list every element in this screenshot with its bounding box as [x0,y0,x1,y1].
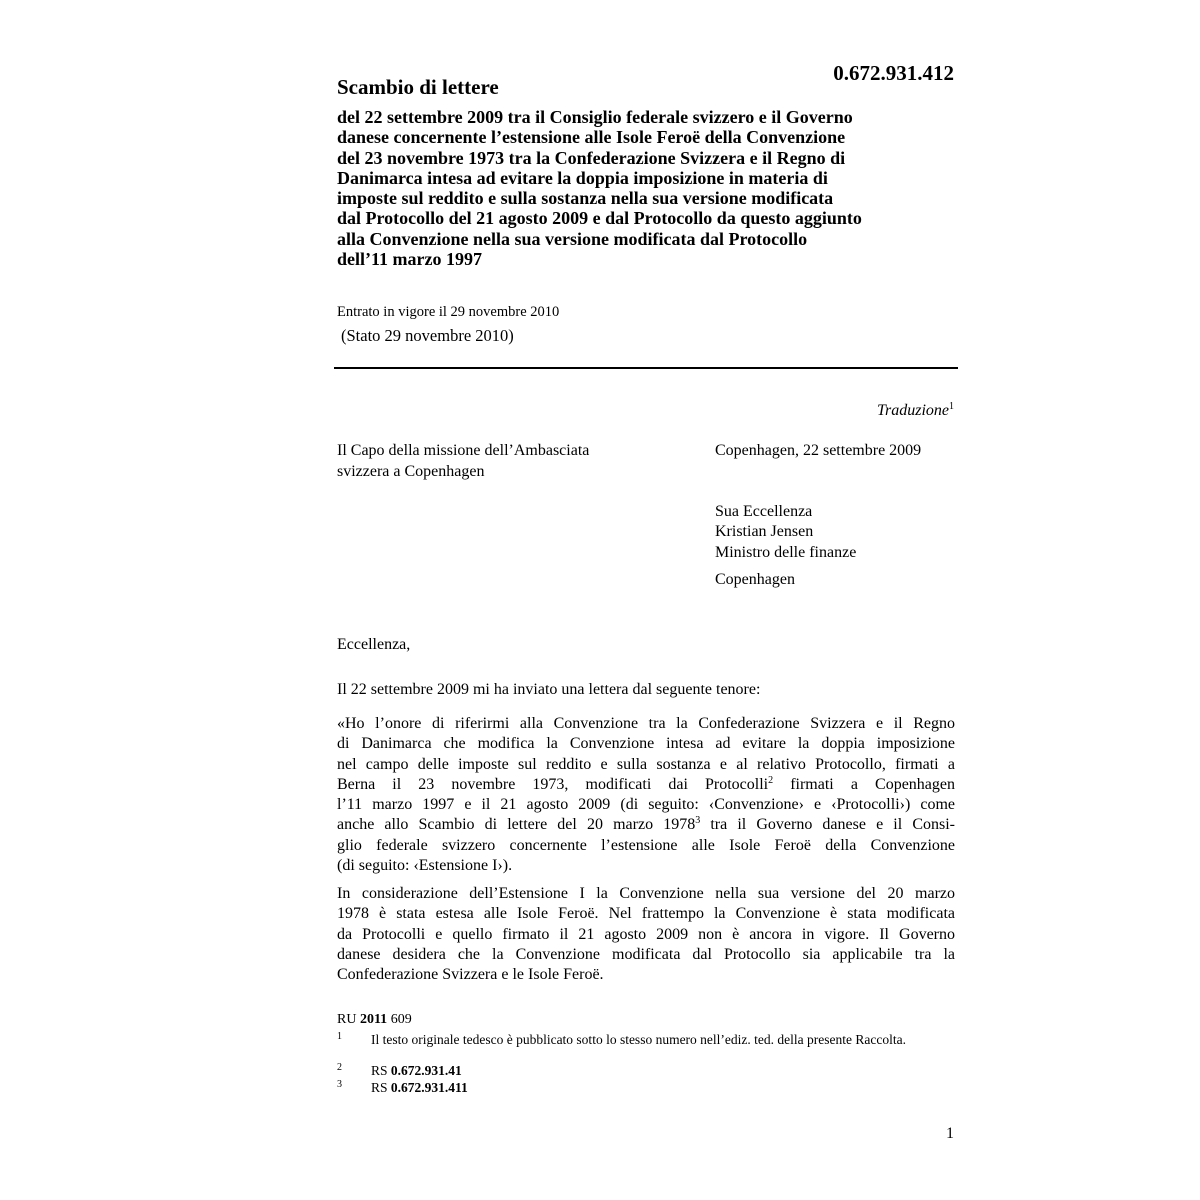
paragraph-2 [337,884,955,985]
header-divider [334,367,958,369]
letter-recipient [715,502,856,563]
subtitle-line: dal Protocollo del 21 agosto 2009 e dal Protocollo da questo aggiunto [337,208,862,229]
translation-text: Traduzione [876,402,949,419]
translation-label [700,397,954,421]
recipient-city: Copenhagen [715,571,795,588]
paragraph-line: Confederazione Svizzera e le Isole Feroë. [337,966,604,984]
footnote-number: 1 [337,1031,342,1042]
paragraph-line [337,815,955,835]
paragraph-line: In considerazione dell’Estensione I la Convenzione nella sua versione del 20 marzo [337,885,955,902]
recipient-line: Sua Eccellenza [715,503,813,520]
footnote-text: Il testo originale tedesco è pubblicato sotto lo stesso numero nell’ediz. ted. della presente Raccolta. [371,1032,906,1047]
page-number: 1 [946,1125,954,1142]
paragraph-line: di Danimarca che modifica la Convenzione intesa ad evitare la doppia imposizione [337,735,955,753]
subtitle-line: Danimarca intesa ad evitare la doppia imposizione in materia di [337,167,828,188]
sr-number: 0.672.931.412 [833,61,954,85]
paragraph-line: glio federale svizzero concernente l’estensione alle Isole Feroë della Convenzione [337,836,955,854]
line-text: tra il Governo danese e il Consi- [700,816,955,834]
subtitle-line: dell’11 marzo 1997 [337,249,482,270]
footnote-ref-1[interactable]: 1 [949,401,954,412]
line-text: firmati a Copenhagen [773,775,955,793]
ru-reference [337,1011,412,1029]
paragraph-line: (di seguito: ‹Estensione I›). [337,857,513,875]
state-date: (Stato 29 novembre 2010) [341,326,514,345]
footnote-prefix: RS [371,1063,391,1078]
subtitle-line: del 22 settembre 2009 tra il Consiglio federale svizzero e il Governo [337,107,853,127]
document-subtitle [337,107,957,269]
footnote-ref-3[interactable]: 3 [695,815,701,827]
ru-prefix: RU [337,1012,360,1027]
subtitle-line: imposte sul reddito e sulla sostanza nella sua versione modificata [337,188,834,209]
sender-line: Il Capo della missione dell’Ambasciata [337,442,590,459]
subtitle-line: alla Convenzione nella sua versione modificata dal Protocollo [337,228,808,249]
footnote-text [371,1063,961,1078]
subtitle-line: danese concernente l’estensione alle Isole Feroë della Convenzione [337,127,846,148]
paragraph-line: nel campo delle imposte sul reddito e sulla sostanza e al relativo Protocollo, firmati a [337,755,955,773]
paragraph-line: da Protocolli e quello firmato il 21 agosto 2009 non è ancora in vigore. Il Governo [337,925,955,943]
sender-line: svizzera a Copenhagen [337,462,485,480]
footnote-link[interactable]: 0.672.931.411 [390,1080,468,1095]
paragraph-line: danese desidera che la Convenzione modificata dal Protocollo sia applicabile tra la [337,945,955,963]
footnote-ref-2[interactable]: 2 [768,774,774,786]
ru-year: 2011 [359,1012,388,1027]
ru-page: 609 [387,1012,412,1027]
letter-intro: Il 22 settembre 2009 mi ha inviato una lettera dal seguente tenore: [337,681,761,698]
footnote-1 [337,1032,957,1064]
document-title: Scambio di lettere [337,75,499,99]
letter-sender [337,441,667,482]
entry-into-force: Entrato in vigore il 29 novembre 2010 [337,304,560,320]
letter-salutation: Eccellenza, [337,636,411,653]
footnote-link[interactable]: 0.672.931.41 [390,1063,462,1078]
footnote-prefix: RS [371,1080,391,1095]
line-text: Berna il 23 novembre 1973, modificati dai Protocolli [337,775,769,793]
paragraph-line: «Ho l’onore di riferirmi alla Convenzione tra la Confederazione Svizzera e il Regno [337,715,955,732]
footnote-3 [337,1080,957,1096]
subtitle-line: del 23 novembre 1973 tra la Confederazione Svizzera e il Regno di [337,147,846,168]
paragraph-line: l’11 marzo 1997 e il 21 agosto 2009 (di seguito: ‹Convenzione› e ‹Protocolli›) come [337,796,955,814]
footnote-text [371,1080,961,1095]
line-text: anche allo Scambio di lettere del 20 marzo 1978 [337,816,696,834]
letter-place-date: Copenhagen, 22 settembre 2009 [715,442,922,459]
footnote-number: 3 [337,1079,342,1090]
paragraph-line: 1978 è stata estesa alle Isole Feroë. Nel frattempo la Convenzione è stata modificata [337,905,955,923]
paragraph-1 [337,714,955,876]
paragraph-line [337,775,955,795]
recipient-line: Ministro delle finanze [715,543,857,561]
recipient-line: Kristian Jensen [715,523,814,541]
footnote-2 [337,1063,957,1079]
footnote-number: 2 [337,1062,342,1073]
